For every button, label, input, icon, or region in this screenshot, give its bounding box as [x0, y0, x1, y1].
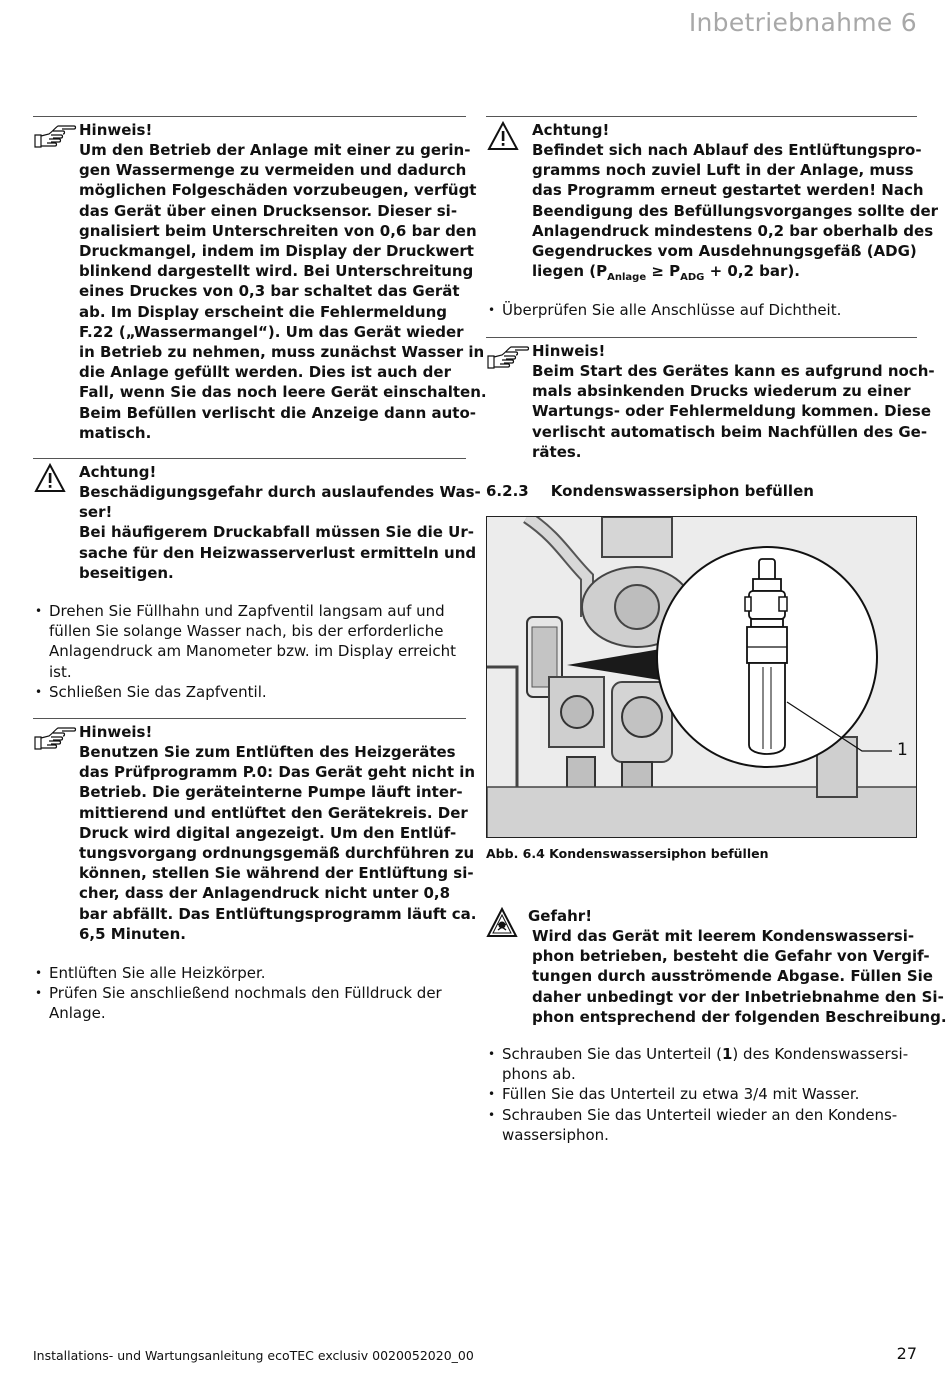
footer-document-title: Installations- und Wartungsanleitung ecoTEC exclusiv 0020052020_00 [33, 1348, 474, 1363]
list-item-text: Füllen Sie das Unterteil zu etwa 3/4 mit Wasser. [502, 1085, 860, 1104]
list-item: • Drehen Sie Füllhahn und Zapfventil langsam auf und füllen Sie solange Wasser nach, bis der erforderliche Anlagendruck am Manometer bzw. im Display erreicht ist. [33, 601, 466, 682]
list-item-text: ) des Kondenswassersi- phons ab. [502, 1045, 909, 1084]
note-box [33, 116, 487, 447]
warning-body: Befindet sich nach Ablauf des Entlüftungspro- gramms noch zuviel Luft in der Anlage, muss das Programm erneut gestartet werden! Nach Beendigung des Befüllungsvorganges sollte der Anlagendruck mindestens 0,2 bar oberhalb des Gegendruckes vom Ausdehnungsgefäß (ADG) [532, 141, 939, 261]
pointing-hand-icon [486, 342, 530, 374]
formula-subscript: ADG [680, 272, 705, 283]
warning-title: Achtung! [532, 121, 610, 139]
formula-text: liegen (P [532, 262, 608, 280]
list-item: • Schließen Sie das Zapfventil. [33, 682, 466, 702]
warning-triangle-icon [33, 463, 77, 495]
note-title: Hinweis! [79, 723, 153, 741]
list-item: • Entlüften Sie alle Heizkörper. [33, 963, 466, 983]
figure-callout-label: 1 [897, 740, 908, 760]
note-body: Beim Start des Gerätes kann es aufgrund noch- mals absinkenden Drucks wiederum zu einer Wartungs- oder Fehlermeldung kommen. Diese verlischt automatisch beim Nachfüllen des Ge- rätes. [532, 362, 935, 461]
formula-text: + 0,2 bar). [704, 262, 800, 280]
page-number: 27 [896, 1344, 917, 1363]
instruction-list [486, 300, 917, 320]
warning-box [486, 116, 939, 287]
formula-subscript: Anlage [607, 272, 647, 283]
note-body: Um den Betrieb der Anlage mit einer zu gerin- gen Wassermenge zu vermeiden und dadurch möglichen Folgeschäden vorzubeugen, verfügt das Gerät über einen Drucksensor. Dieser si- gnalisiert beim Unterschreiten von 0,6 bar den Druckmangel, indem im Display der Druckwert blinkend dargestellt wird. Bei Unterschreitung eines Druckes von 0,3 bar schaltet das Gerät ab. Im Display erscheint die Fehlermeldung F.22 („Wassermangel“). Um das Gerät wieder in Betrieb zu nehmen, muss zunächst Wasser in die Anlage gefüllt werden. Dies ist auch der Fall, wenn Sie das noch leere Gerät einschalten. Beim Befüllen verlischt die Anzeige dann auto- matisch. [79, 141, 487, 442]
danger-title: Gefahr! [528, 907, 593, 925]
note-body: Benutzen Sie zum Entlüften des Heizgerätes das Prüfprogramm P.0: Das Gerät geht nicht in Betrieb. Die geräteinterne Pumpe läuft inter- mittierend und entlüftet den Gerätekreis. Der Druck wird digital angezeigt. Um den Entlüf- tungsvorgang ordnungsgemäß durchführen zu können, stellen Sie während der Entlüftung si- cher, dass der Anlagendruck nicht unter 0,8 bar abfällt. Das Entlüftungsprogramm läuft ca. 6,5 Minuten. [79, 743, 477, 943]
danger-toxic-icon [486, 907, 530, 939]
list-item: • Überprüfen Sie alle Anschlüsse auf Dichtheit. [486, 300, 917, 320]
section-number: 6.2.3 [486, 482, 529, 500]
instruction-list [33, 963, 466, 1024]
note-title: Hinweis! [532, 342, 606, 360]
list-item-text: Schrauben Sie das Unterteil ( [502, 1045, 722, 1063]
pressure-formula [532, 261, 800, 288]
danger-box [486, 903, 947, 1028]
list-item: • Prüfen Sie anschließend nochmals den Fülldruck der Anlage. [33, 983, 466, 1023]
list-item [486, 1084, 917, 1104]
list-item [486, 1044, 917, 1084]
warning-box [33, 458, 481, 589]
chapter-header: Inbetriebnahme 6 [688, 8, 917, 37]
instruction-list [486, 1044, 917, 1145]
list-item [486, 1105, 917, 1145]
pointing-hand-icon [33, 121, 77, 153]
section-heading [486, 481, 814, 501]
list-item-text: Schrauben Sie das Unterteil wieder an den Kondens- wassersiphon. [502, 1105, 898, 1144]
section-title: Kondenswassersiphon befüllen [550, 482, 814, 500]
note-box [33, 718, 477, 949]
warning-title: Achtung! [79, 463, 157, 481]
pointing-hand-icon [33, 723, 77, 755]
danger-body: Wird das Gerät mit leerem Kondenswassersi- phon betrieben, besteht die Gefahr von Vergif- tungen durch ausströmende Abgase. Füllen Sie daher unbedingt vor der Inbetriebnahme den Si- phon entsprechend der folgenden Beschreibung. [532, 927, 947, 1026]
note-box [486, 337, 935, 466]
part-reference: 1 [721, 1045, 733, 1063]
formula-text: ≥ P [646, 262, 681, 280]
figure-caption: Abb. 6.4 Kondenswassersiphon befüllen [486, 846, 769, 861]
figure-siphon [486, 516, 917, 838]
note-title: Hinweis! [79, 121, 153, 139]
warning-body: Beschädigungsgefahr durch auslaufendes Was- ser! Bei häufigerem Druckabfall müssen Sie die Ur- sache für den Heizwasserverlust ermitteln und beseitigen. [79, 483, 481, 582]
warning-triangle-icon [486, 121, 530, 153]
instruction-list [33, 601, 466, 702]
siphon-illustration [487, 517, 917, 838]
